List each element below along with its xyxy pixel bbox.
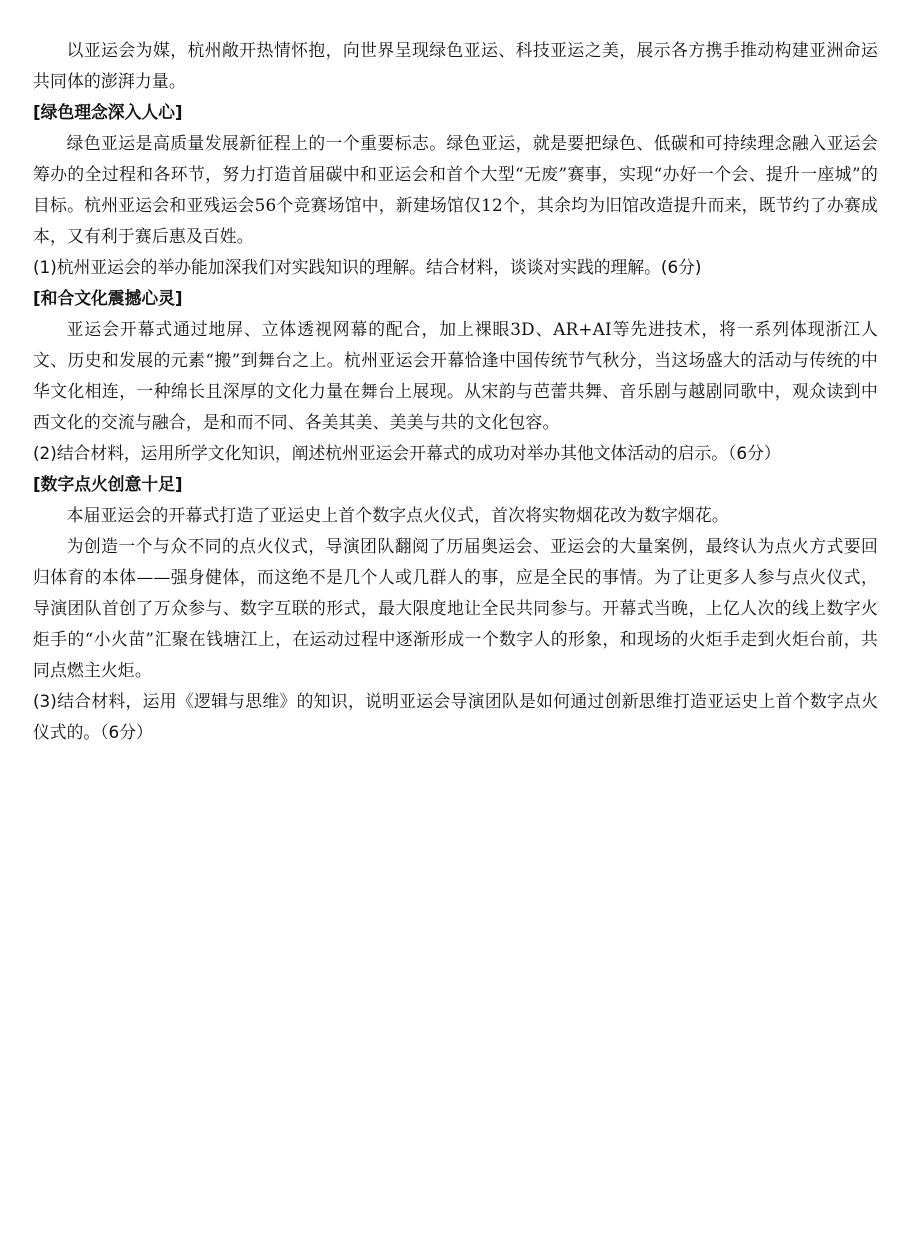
document-page	[33, 35, 878, 748]
section-body-digital-1: 本届亚运会的开幕式打造了亚运史上首个数字点火仪式，首次将实物烟花改为数字烟花。	[66, 505, 729, 525]
section-body-green: 绿色亚运是高质量发展新征程上的一个重要标志。绿色亚运，就是要把绿色、低碳和可持续理念融入亚运会筹办的全过程和各环节，努力打造首届碳中和亚运会和首个大型“无废”赛事，实现“办好一个会、提升一座城”的目标。杭州亚运会和亚残运会56个竞赛场馆中，新建场馆仅12个，其余均为旧馆改造提升而来，既节约了办赛成本，又有利于赛后惠及百姓。	[33, 133, 878, 246]
section-body-digital-2: 为创造一个与众不同的点火仪式，导演团队翻阅了历届奥运会、亚运会的大量案例，最终认为点火方式要回归体育的本体——强身健体，而这绝不是几个人或几群人的事，应是全民的事情。为了让更多人参与点火仪式，导演团队首创了万众参与、数字互联的形式，最大限度地让全民共同参与。开幕式当晚，上亿人次的线上数字火炬手的“小火苗”汇聚在钱塘江上，在运动过程中逐渐形成一个数字人的形象，和现场的火炬手走到火炬台前，共同点燃主火炬。	[33, 536, 878, 680]
question-2: (2)结合材料，运用所学文化知识，阐述杭州亚运会开幕式的成功对举办其他文体活动的启示。（6分）	[33, 443, 781, 463]
section-heading-digital: [数字点火创意十足]	[33, 474, 183, 494]
intro-paragraph: 以亚运会为媒，杭州敞开热情怀抱，向世界呈现绿色亚运、科技亚运之美，展示各方携手推动构建亚洲命运共同体的澎湃力量。	[33, 40, 878, 91]
question-1: (1)杭州亚运会的举办能加深我们对实践知识的理解。结合材料，谈谈对实践的理解。(6分)	[33, 257, 702, 277]
question-3: (3)结合材料，运用《逻辑与思维》的知识，说明亚运会导演团队是如何通过创新思维打造亚运史上首个数字点火仪式的。（6分）	[33, 691, 878, 742]
section-heading-green: [绿色理念深入人心]	[33, 102, 183, 122]
section-heading-culture: [和合文化震撼心灵]	[33, 288, 183, 308]
section-body-culture: 亚运会开幕式通过地屏、立体透视网幕的配合，加上裸眼3D、AR+AI等先进技术，将一系列体现浙江人文、历史和发展的元素“搬”到舞台之上。杭州亚运会开幕恰逢中国传统节气秋分，当这场盛大的活动与传统的中华文化相连，一种绵长且深厚的文化力量在舞台上展现。从宋韵与芭蕾共舞、音乐剧与越剧同歌中，观众读到中西文化的交流与融合，是和而不同、各美其美、美美与共的文化包容。	[33, 319, 878, 432]
